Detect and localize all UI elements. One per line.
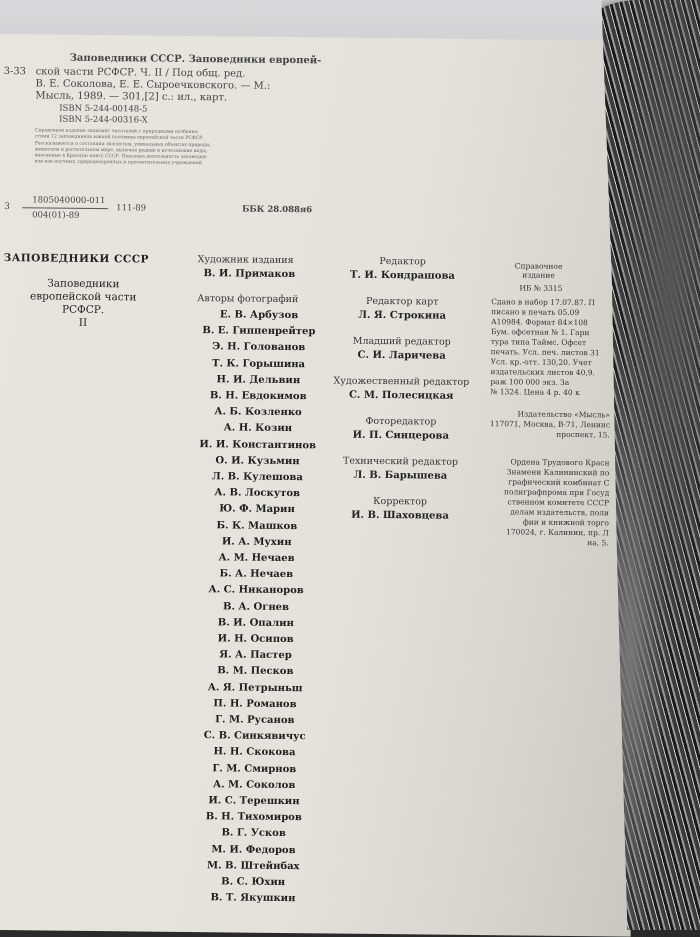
print-detail-line: Бум. офсетная № 1. Гарн <box>490 327 590 338</box>
isbn-2: ISBN 5-244-00316-X <box>59 114 148 126</box>
book-page <box>0 34 640 937</box>
editor-role: Фоторедактор <box>365 415 437 428</box>
print-detail-line: Сдано в набор 17.07.87. П <box>491 297 595 308</box>
photographer-name: С. В. Синкявичус <box>203 730 306 743</box>
printer-line: полиграфпрома при Госуд <box>503 487 610 498</box>
editor-role: Редактор карт <box>365 295 439 308</box>
photographer-name: В. С. Юхин <box>221 876 286 889</box>
card-line-1: Заповедники СССР. Заповедники европей- <box>69 52 322 67</box>
printer-line: ственном комитете СССР <box>507 497 610 508</box>
editor-role: Корректор <box>373 495 428 508</box>
editor-name: И. В. Шаховцева <box>351 509 449 522</box>
photographer-name: А. М. Соколов <box>212 779 296 791</box>
card-annotation <box>35 128 212 168</box>
editor-name: С. М. Полесицкая <box>348 389 454 402</box>
photographer-name: А. Я. Петрыньш <box>207 681 303 694</box>
printer-line: Знамени Калининский по <box>506 467 610 478</box>
printer-line: фии и книжной торго <box>522 517 609 528</box>
photographer-name: Т. К. Горышина <box>211 357 306 370</box>
artist-name: В. И. Примаков <box>203 268 296 281</box>
printer-line: Ордена Трудового Красн <box>510 457 610 468</box>
photographer-name: Л. В. Кулешова <box>211 471 303 484</box>
print-detail-line: № 1324. Цена 4 р. 40 к <box>490 387 580 398</box>
photographer-name: А. Б. Козленко <box>214 406 302 419</box>
annotation-line: Справочное издание знакомит читателей с природными особенно- <box>34 128 199 136</box>
photographer-name: И. Н. Осипов <box>217 633 294 646</box>
card-line-3: В. Е. Соколова, Е. Е. Сыроечковского. — М.: <box>35 78 271 92</box>
print-detail-line: издательских листов 40,9. <box>490 367 595 378</box>
printer-line: 170024, г. Калинин, пр. Л <box>506 527 609 538</box>
printer-info <box>489 457 610 548</box>
editor-name: Л. В. Барышева <box>353 469 448 482</box>
photographer-name: В. Н. Евдокимов <box>209 390 307 403</box>
edition-kind-line: Справочное <box>514 261 563 271</box>
bbk-code: ББК 28.088я6 <box>242 204 313 216</box>
book-title-line: европейской части <box>30 290 137 304</box>
annotation-line: животном и растительном мире, включая редкие и исчезающие виды, <box>34 147 208 155</box>
editor-entry <box>325 455 475 482</box>
photographer-name: В. И. Опалин <box>217 617 294 629</box>
print-detail-line: печать. Усл. печ. листов 31 <box>490 347 600 358</box>
editor-role: Младший редактор <box>352 335 451 348</box>
publisher-line: Издательство «Мысль» <box>517 409 611 420</box>
catalog-denominator: 004(01)-89 <box>32 210 80 221</box>
photographer-name: Б. А. Нечаев <box>219 568 294 581</box>
artist-label: Художник издания <box>197 254 294 267</box>
annotation-line: внесенные в Красную книгу СССР. Показана деятельность заповедни- <box>34 153 208 161</box>
photographer-name: В. Н. Тихомиров <box>205 811 302 824</box>
photographer-name: М. В. Штейнбах <box>206 860 300 872</box>
print-details <box>490 297 600 398</box>
photographer-name: Н. И. Дельвин <box>216 374 301 386</box>
photographer-name: М. И. Федоров <box>211 843 296 856</box>
annotation-line: ков как научных, природоохранных и просветительных учреждений. <box>34 159 204 167</box>
catalog-letter: 3 <box>4 202 10 213</box>
photographer-name: А. Н. Козин <box>223 422 293 435</box>
photographer-name: Г. М. Смирнов <box>212 762 297 775</box>
isbn-1: ISBN 5-244-00148-5 <box>59 103 148 115</box>
photographer-name: И. И. Константинов <box>199 438 317 451</box>
editor-entry <box>327 295 477 322</box>
photographer-name: Е. В. Арбузов <box>219 309 299 322</box>
editor-name: С. И. Ларичева <box>357 349 446 362</box>
photographer-name: П. Н. Романов <box>213 698 297 710</box>
series-title: ЗАПОВЕДНИКИ СССР <box>3 252 150 266</box>
editor-entry <box>326 375 476 402</box>
photographer-name: О. И. Кузьмин <box>215 455 300 467</box>
edition-kind-line: издание <box>522 270 555 280</box>
publisher-line: 117071, Москва, В-71, Ленинс <box>489 419 611 430</box>
editor-name: И. П. Синцерова <box>352 429 450 442</box>
printer-line: графический комбинат С <box>508 477 610 488</box>
photo-authors-label: Авторы фотографий <box>197 293 299 306</box>
card-line-2: ской части РСФСР. Ч. II / Под общ. ред. <box>35 66 246 80</box>
book-title <box>3 277 164 331</box>
editor-name: Л. Я. Строкина <box>358 309 447 322</box>
catalog-numerator: 1805040000-011 <box>32 195 106 207</box>
editor-entry <box>327 335 477 362</box>
editor-role: Художественный редактор <box>333 375 470 388</box>
editor-entry <box>325 495 475 522</box>
card-code: 3-33 <box>3 66 27 78</box>
print-detail-line: писано в печать 05.09 <box>491 307 580 318</box>
photographer-name: Н. Н. Скокова <box>213 746 296 759</box>
print-detail-line: тура типа Таймс. Офсет <box>490 337 587 348</box>
editor-role: Редактор <box>379 255 426 268</box>
annotation-line: стями 12 заповедников южной половины европейской части РСФСР. <box>34 134 204 142</box>
card-line-4: Мысль, 1989. — 301,[2] с.: ил., карт. <box>35 90 228 104</box>
photographer-name: И. С. Терешкин <box>208 795 300 808</box>
printer-line: на, 5. <box>587 538 609 548</box>
ib-number: ИБ № 3315 <box>519 283 563 293</box>
print-detail-line: раж 100 000 экз. За <box>490 377 570 387</box>
photographer-name: А. М. Нечаев <box>218 552 295 565</box>
book-part: II <box>78 316 88 329</box>
editor-name: Т. И. Кондрашова <box>349 269 455 282</box>
edition-kind <box>503 261 573 280</box>
publisher-line: проспект, 15. <box>556 429 610 440</box>
photographer-name: В. А. Огнев <box>222 600 290 613</box>
photographer-name: В. Г. Усков <box>221 827 286 840</box>
book-title-line: Заповедники <box>47 277 120 291</box>
annotation-line: Рассказывается о состоянии экосистем, уникальных объектах природы, <box>34 140 212 148</box>
editor-role: Технический редактор <box>342 455 459 468</box>
photographer-name: Б. К. Машков <box>216 519 298 532</box>
book-title-line: РСФСР. <box>61 303 105 317</box>
print-detail-line: А10984. Формат 84×108 <box>490 317 588 328</box>
photographer-name: В. М. Песков <box>217 665 294 678</box>
photographer-name: И. А. Мухин <box>221 536 292 548</box>
photographer-name: В. Е. Гиппенрейтер <box>202 325 316 338</box>
publisher-address <box>490 409 610 440</box>
catalog-suffix: 111-89 <box>116 203 147 214</box>
photographer-name: Ю. Ф. Марин <box>219 503 295 516</box>
printer-line: делам издательств, поли <box>510 507 610 518</box>
photographer-name: Я. А. Пастер <box>219 649 292 662</box>
photographer-name: Э. Н. Голованов <box>212 341 306 354</box>
photographer-name: А. В. Лоскутов <box>214 487 301 500</box>
fraction-rule <box>22 207 108 209</box>
photographer-name: В. Т. Якушкин <box>210 892 296 905</box>
editor-entry <box>327 255 477 282</box>
photographer-name: А. С. Никаноров <box>208 584 304 597</box>
editor-entry <box>326 415 476 442</box>
print-detail-line: Усл. кр.-отт. 130,20. Учет <box>490 357 592 368</box>
photographer-name: Г. М. Русанов <box>215 714 295 727</box>
